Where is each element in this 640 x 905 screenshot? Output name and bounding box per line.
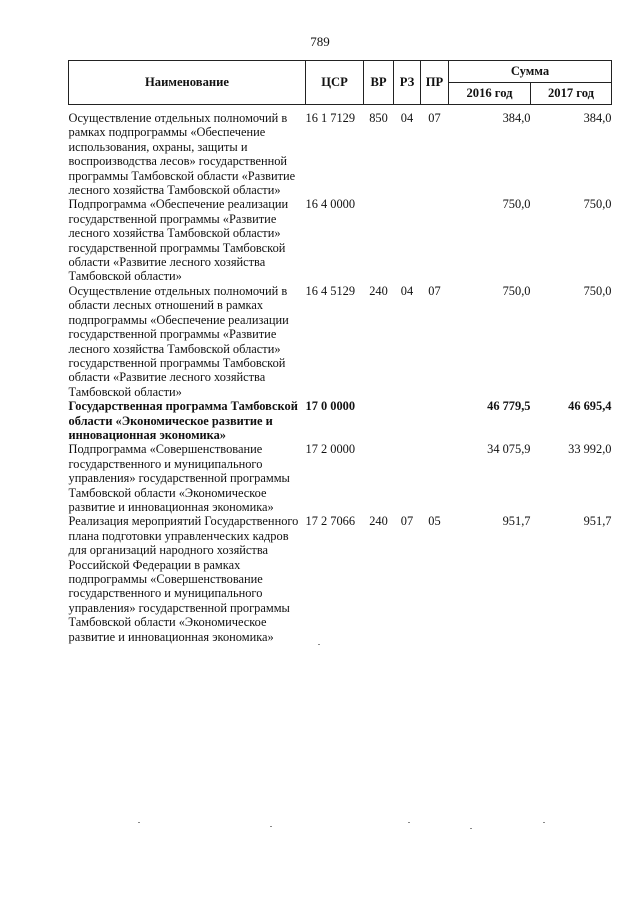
row-pr: 07: [428, 283, 441, 298]
row-amount-2017: 750,0: [583, 197, 612, 212]
row-name: Подпрограмма «Совершенствование государственного и муниципального управления» государственной программы Тамбовской области «Экономическое развитие и инновационная экономика»: [68, 442, 290, 514]
row-amount-2016: 750,0: [502, 197, 531, 212]
table-row: [69, 284, 612, 399]
row-pr: [421, 197, 449, 283]
row-pr: 05: [428, 514, 441, 529]
row-amount-2016: 951,7: [502, 514, 531, 529]
row-rz: 04: [400, 111, 414, 125]
header-rz: РЗ: [394, 61, 421, 105]
row-csr: 16 4 0000: [305, 197, 356, 212]
row-rz: [394, 197, 421, 283]
scan-speck: [138, 822, 140, 823]
scan-speck: [318, 644, 320, 645]
header-name: Наименование: [69, 61, 306, 105]
table-row: [69, 514, 612, 644]
header-year-2016: 2016 год: [449, 83, 531, 105]
scan-speck: [543, 822, 545, 823]
row-rz: [394, 399, 421, 442]
scan-speck: [470, 828, 472, 829]
row-pr: [421, 442, 449, 514]
row-name: Осуществление отдельных полномочий в рамках подпрограммы «Обеспечение использования, охраны, защиты и воспроизводства лесов» государственной программы Тамбовской области «Развитие лесного хозяйства Тамбовской области»: [68, 111, 296, 198]
row-rz: 04: [400, 283, 414, 298]
table-row: [69, 197, 612, 283]
header-sum: Сумма: [449, 61, 612, 83]
row-rz: 07: [400, 514, 414, 529]
table-row-program: [69, 399, 612, 442]
row-amount-2017: 384,0: [583, 111, 612, 125]
row-amount-2017: 33 992,0: [568, 442, 612, 457]
row-vr: 240: [369, 514, 388, 529]
table-row: [69, 442, 612, 514]
budget-table: [68, 60, 612, 644]
row-name: Осуществление отдельных полномочий в области лесных отношений в рамках подпрограммы «Обеспечение реализации государственной программы «Развитие лесного хозяйства Тамбовской области» государственной программы Тамбовской области «Развитие лесного хозяйства Тамбовской области»: [68, 283, 289, 399]
header-pr: ПР: [421, 61, 449, 105]
row-name: Государственная программа Тамбовской области «Экономическое развитие и инновационная экономика»: [68, 399, 298, 442]
row-csr: 17 0 0000: [305, 399, 356, 414]
row-vr: [364, 442, 394, 514]
row-vr: 240: [369, 283, 388, 298]
row-vr: [364, 399, 394, 442]
row-csr: 17 2 7066: [305, 514, 356, 529]
row-amount-2016: 46 779,5: [487, 399, 531, 414]
row-amount-2016: 384,0: [502, 111, 531, 125]
row-name: Подпрограмма «Обеспечение реализации государственной программы «Развитие лесного хозяйства Тамбовской области» государственной программы Тамбовской области «Развитие лесного хозяйства Тамбовской области»: [68, 197, 289, 284]
scan-speck: [408, 822, 410, 823]
row-amount-2017: 46 695,4: [568, 399, 612, 414]
row-amount-2016: 750,0: [502, 283, 531, 298]
row-csr: 16 1 7129: [305, 111, 356, 125]
row-vr: 850: [369, 111, 388, 125]
table-row: [69, 111, 612, 197]
header-year-2017: 2017 год: [531, 83, 612, 105]
row-pr: [421, 399, 449, 442]
scan-speck: [270, 826, 272, 827]
row-rz: [394, 442, 421, 514]
page-number: 789: [310, 34, 330, 49]
row-csr: 16 4 5129: [305, 283, 356, 298]
header-vr: ВР: [364, 61, 394, 105]
row-csr: 17 2 0000: [305, 442, 356, 457]
row-amount-2016: 34 075,9: [487, 442, 531, 457]
row-name: Реализация мероприятий Государственного плана подготовки управленческих кадров для организаций народного хозяйства Российской Федерации в рамках подпрограммы «Совершенствование государственного и муниципального управления» государственной программы Тамбовской области «Экономическое развитие и инновационная экономика»: [68, 514, 299, 644]
header-csr: ЦСР: [306, 61, 364, 105]
row-pr: 07: [428, 111, 441, 125]
row-amount-2017: 750,0: [583, 283, 612, 298]
row-amount-2017: 951,7: [583, 514, 612, 529]
row-vr: [364, 197, 394, 283]
